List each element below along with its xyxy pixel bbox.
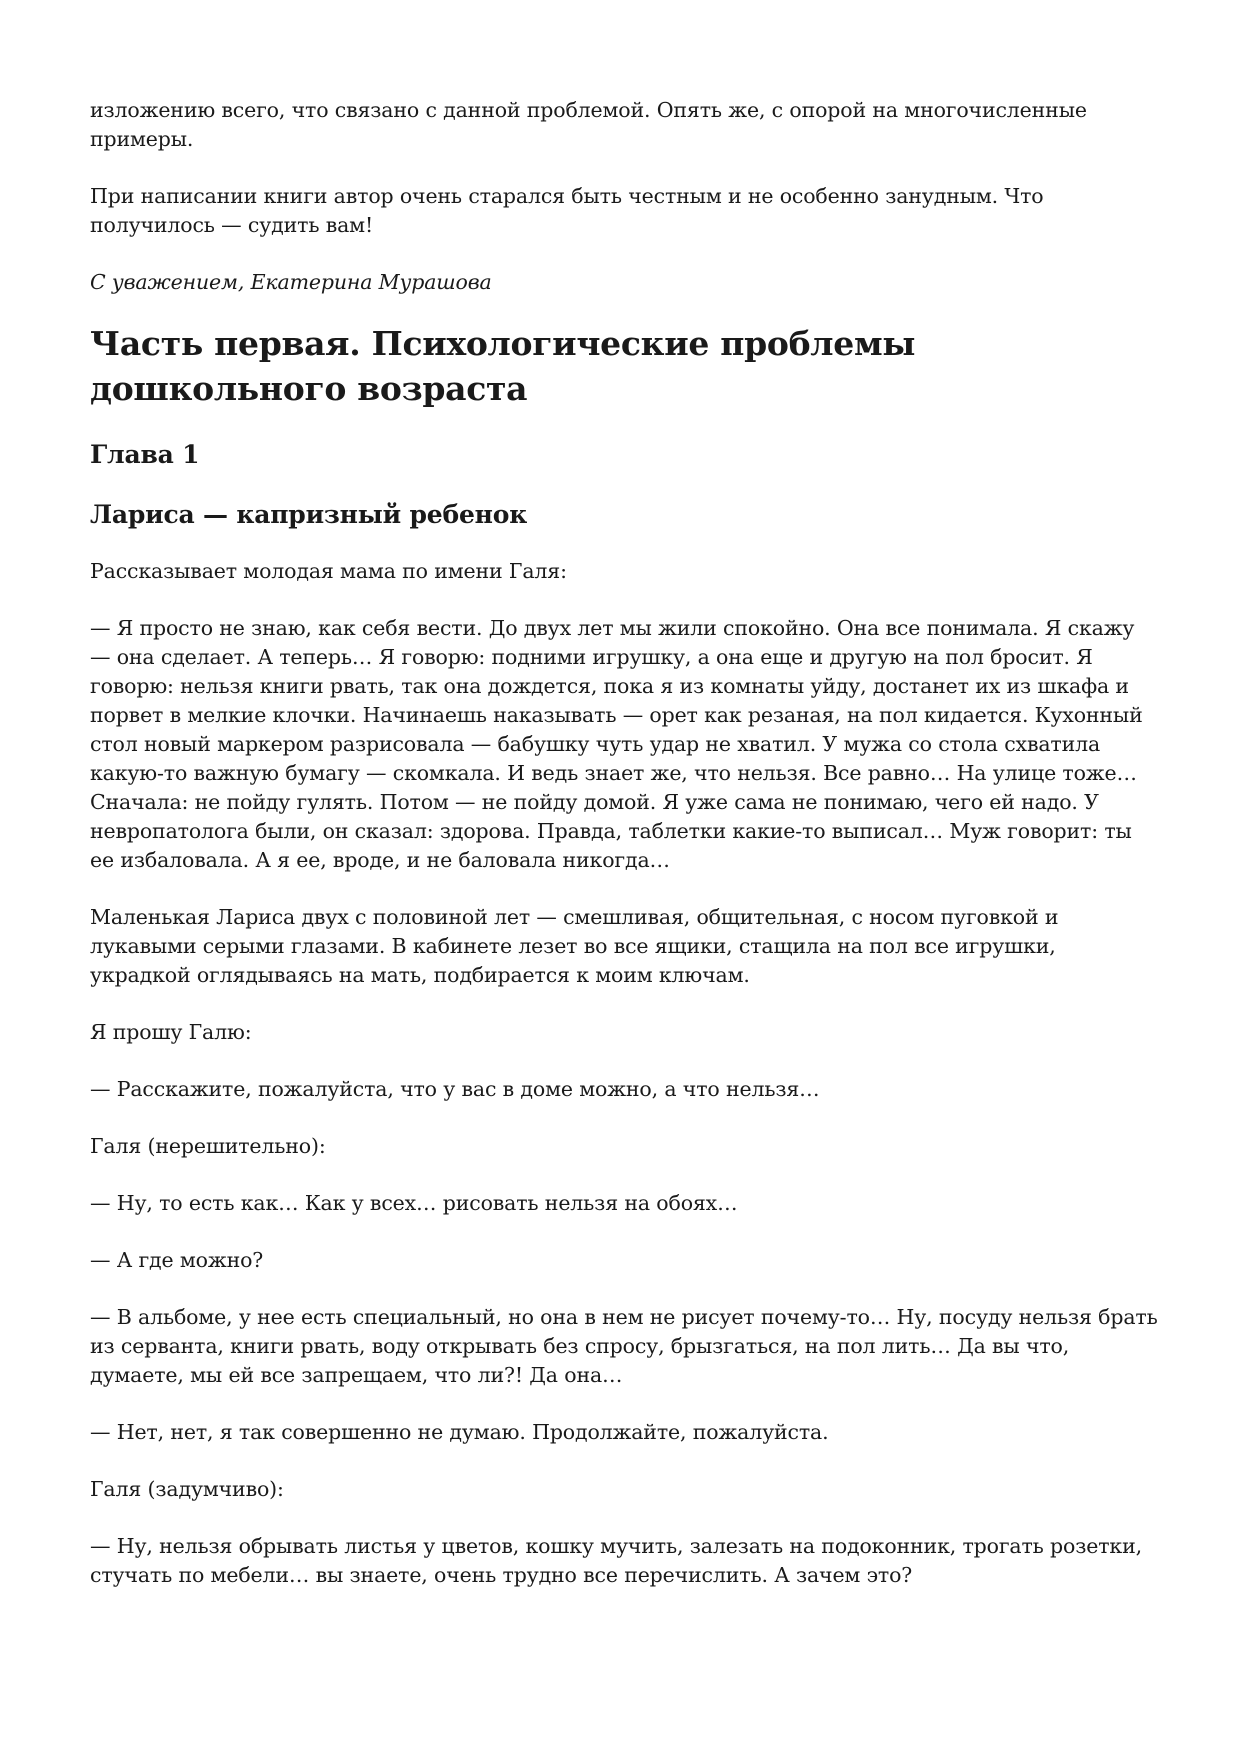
chapter-title: Лариса — капризный ребенок [90, 500, 528, 529]
body-paragraph: Галя (задумчиво): [90, 1477, 284, 1501]
body-paragraph: — Нет, нет, я так совершенно не думаю. Продолжайте, пожалуйста. [90, 1420, 829, 1444]
part-title: Часть первая. Психологические проблемы дошкольного возраста [90, 324, 916, 408]
body-paragraph: Рассказывает молодая мама по имени Галя: [90, 559, 567, 583]
document-page [90, 96, 1160, 1618]
body-paragraph: Я прошу Галю: [90, 1020, 252, 1044]
body-paragraph: — Ну, то есть как… Как у всех… рисовать нельзя на обоях… [90, 1191, 738, 1215]
intro-paragraph: изложению всего, что связано с данной проблемой. Опять же, с опорой на многочисленные примеры. [90, 98, 1087, 151]
intro-paragraph: При написании книги автор очень старался быть честным и не особенно занудным. Что получилось — судить вам! [90, 184, 1044, 237]
body-paragraph: — Ну, нельзя обрывать листья у цветов, кошку мучить, залезать на подоконник, трогать розетки, стучать по мебели… вы знаете, очень трудно все перечислить. А зачем это? [90, 1534, 1142, 1587]
body-paragraph: — Расскажите, пожалуйста, что у вас в доме можно, а что нельзя… [90, 1077, 820, 1101]
author-signature: С уважением, Екатерина Мурашова [90, 270, 492, 294]
body-paragraph: Галя (нерешительно): [90, 1134, 326, 1158]
body-paragraph: — А где можно? [90, 1248, 264, 1272]
body-paragraph: Маленькая Лариса двух с половиной лет — смешливая, общительная, с носом пуговкой и лукавыми серыми глазами. В кабинете лезет во все ящики, стащила на пол все игрушки, украдкой оглядываясь на мать, подбирается к моим ключам. [90, 905, 1059, 987]
chapter-label: Глава 1 [90, 440, 200, 469]
body-paragraph: — Я просто не знаю, как себя вести. До двух лет мы жили спокойно. Она все понимала. Я скажу — она сделает. А теперь… Я говорю: подними игрушку, а она еще и другую на пол бросит. Я говорю: нельзя книги рвать, так она дождется, пока я из комнаты уйду, достанет их из шкафа и порвет в мелкие клочки. Начинаешь наказывать — орет как резаная, на пол кидается. Кухонный стол новый маркером разрисовала — бабушку чуть удар не хватил. У мужа со стола схватила какую-то важную бумагу — скомкала. И ведь знает же, что нельзя. Все равно… На улице тоже… Сначала: не пойду гулять. Потом — не пойду домой. Я уже сама не понимаю, чего ей надо. У невропатолога были, он сказал: здорова. Правда, таблетки какие-то выписал… Муж говорит: ты ее избаловала. А я ее, вроде, и не баловала никогда… [90, 616, 1143, 872]
body-paragraph: — В альбоме, у нее есть специальный, но она в нем не рисует почему-то… Ну, посуду нельзя брать из серванта, книги рвать, воду открывать без спросу, брызгаться, на пол лить… Да вы что, думаете, мы ей все запрещаем, что ли?! Да она… [90, 1305, 1158, 1387]
